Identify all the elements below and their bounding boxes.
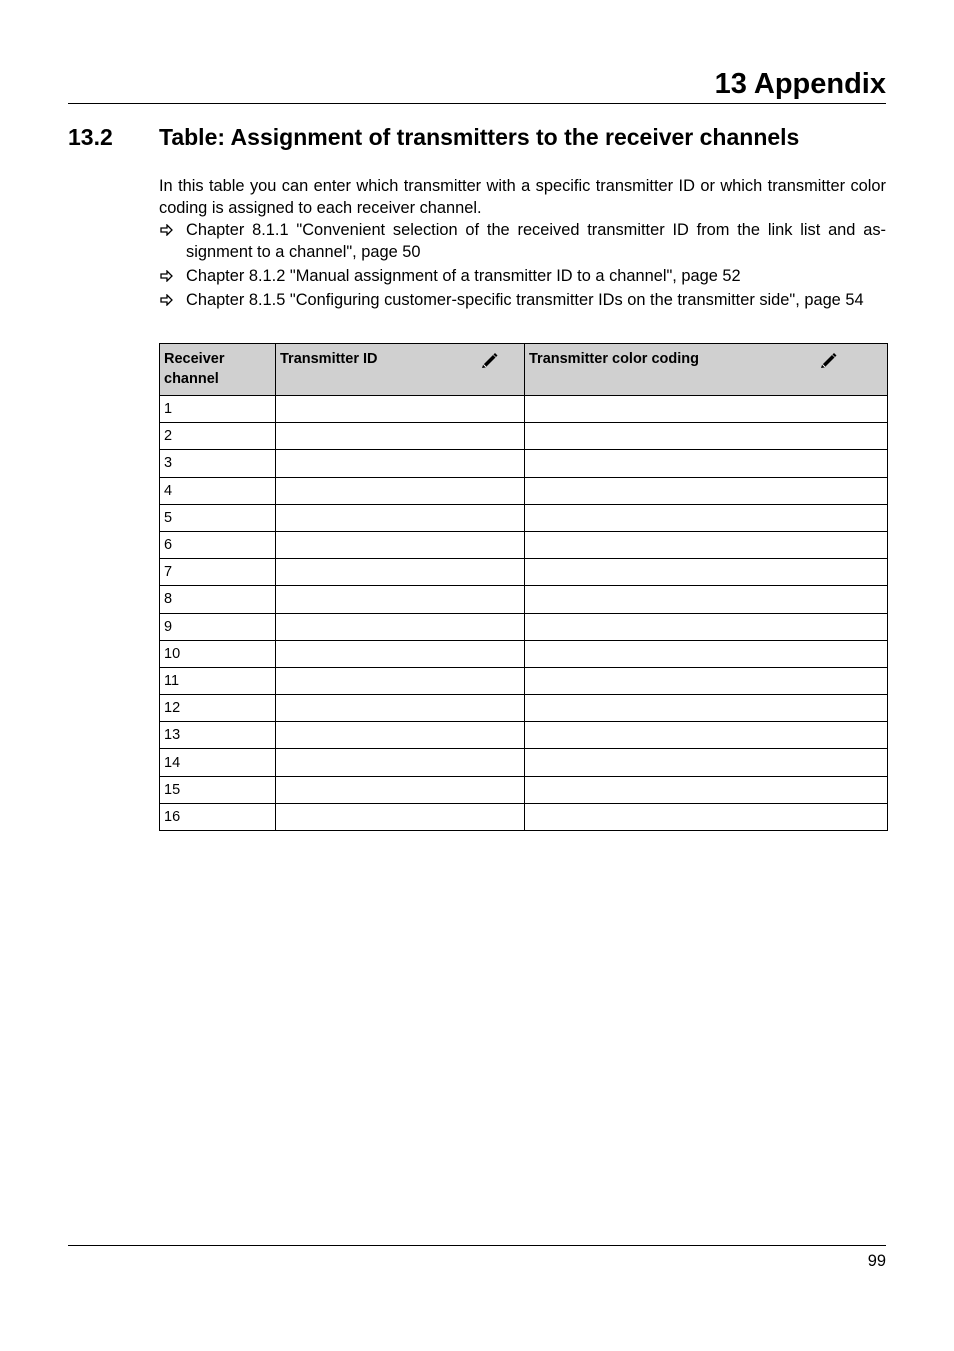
channel-cell: 9	[160, 613, 276, 640]
transmitter-color-cell[interactable]	[525, 640, 888, 667]
transmitter-id-cell[interactable]	[276, 504, 525, 531]
channel-cell: 11	[160, 667, 276, 694]
transmitter-id-cell[interactable]	[276, 477, 525, 504]
transmitter-id-cell[interactable]	[276, 722, 525, 749]
transmitter-color-cell[interactable]	[525, 531, 888, 558]
table-row	[160, 640, 888, 667]
transmitter-id-cell[interactable]	[276, 749, 525, 776]
table-row	[160, 586, 888, 613]
table-row	[160, 423, 888, 450]
page-number: 99	[867, 1252, 886, 1270]
pencil-icon	[819, 352, 837, 368]
reference-link[interactable]: Chapter 8.1.1 "Convenient selection of the received transmitter ID from the link list and as-signment to a channel", page 50	[186, 221, 886, 261]
transmitter-color-cell[interactable]	[525, 803, 888, 830]
header-transmitter-id	[276, 344, 525, 396]
transmitter-color-cell[interactable]	[525, 749, 888, 776]
arrow-right-icon	[159, 265, 175, 287]
table-row	[160, 559, 888, 586]
transmitter-color-cell[interactable]	[525, 776, 888, 803]
channel-cell: 10	[160, 640, 276, 667]
table-row	[160, 667, 888, 694]
reference-item	[159, 265, 886, 287]
reference-item	[159, 289, 886, 311]
table-row	[160, 776, 888, 803]
reference-link[interactable]: Chapter 8.1.2 "Manual assignment of a transmitter ID to a channel", page 52	[186, 267, 741, 285]
transmitter-color-cell[interactable]	[525, 613, 888, 640]
channel-cell: 4	[160, 477, 276, 504]
channel-cell: 13	[160, 722, 276, 749]
channel-cell: 5	[160, 504, 276, 531]
arrow-right-icon	[159, 289, 175, 311]
transmitter-id-cell[interactable]	[276, 803, 525, 830]
transmitter-color-cell[interactable]	[525, 586, 888, 613]
table-row	[160, 504, 888, 531]
transmitter-id-cell[interactable]	[276, 396, 525, 423]
table-row	[160, 450, 888, 477]
section-number: 13.2	[68, 124, 113, 150]
transmitter-color-cell[interactable]	[525, 504, 888, 531]
transmitter-color-cell[interactable]	[525, 450, 888, 477]
table-row	[160, 477, 888, 504]
section-heading	[68, 120, 886, 154]
reference-link[interactable]: Chapter 8.1.5 "Configuring customer-specific transmitter IDs on the transmitter side", page 54	[186, 291, 864, 309]
channel-cell: 12	[160, 695, 276, 722]
transmitter-id-cell[interactable]	[276, 450, 525, 477]
header-divider	[68, 103, 886, 104]
channel-cell: 8	[160, 586, 276, 613]
channel-cell: 1	[160, 396, 276, 423]
transmitter-id-cell[interactable]	[276, 531, 525, 558]
reference-item	[159, 219, 886, 263]
transmitter-id-cell[interactable]	[276, 613, 525, 640]
reference-list	[159, 219, 886, 313]
assignment-table	[159, 343, 888, 831]
header-transmitter-id-label: Transmitter ID	[280, 351, 378, 367]
channel-cell: 16	[160, 803, 276, 830]
table-header-row	[160, 344, 888, 396]
transmitter-id-cell[interactable]	[276, 695, 525, 722]
transmitter-id-cell[interactable]	[276, 640, 525, 667]
table-row	[160, 396, 888, 423]
transmitter-color-cell[interactable]	[525, 667, 888, 694]
channel-cell: 15	[160, 776, 276, 803]
header-transmitter-color	[525, 344, 888, 396]
channel-cell: 6	[160, 531, 276, 558]
chapter-title: 13 Appendix	[714, 68, 886, 100]
transmitter-id-cell[interactable]	[276, 423, 525, 450]
channel-cell: 2	[160, 423, 276, 450]
table-row	[160, 613, 888, 640]
table-row	[160, 531, 888, 558]
intro-paragraph: In this table you can enter which transmitter with a specific transmitter ID or which transmitter color coding is assigned to each receiver channel.	[159, 177, 886, 217]
footer-divider	[68, 1245, 886, 1246]
transmitter-id-cell[interactable]	[276, 559, 525, 586]
channel-cell: 3	[160, 450, 276, 477]
transmitter-id-cell[interactable]	[276, 586, 525, 613]
transmitter-color-cell[interactable]	[525, 559, 888, 586]
transmitter-id-cell[interactable]	[276, 776, 525, 803]
table-row	[160, 803, 888, 830]
channel-cell: 7	[160, 559, 276, 586]
pencil-icon	[480, 352, 498, 368]
table-row	[160, 695, 888, 722]
table-row	[160, 749, 888, 776]
transmitter-color-cell[interactable]	[525, 423, 888, 450]
transmitter-color-cell[interactable]	[525, 695, 888, 722]
channel-cell: 14	[160, 749, 276, 776]
arrow-right-icon	[159, 219, 175, 241]
transmitter-id-cell[interactable]	[276, 667, 525, 694]
header-receiver-channel: Receiver channel	[160, 344, 276, 396]
header-transmitter-color-label: Transmitter color coding	[529, 351, 699, 367]
section-title: Table: Assignment of transmitters to the receiver channels	[159, 124, 800, 150]
table-row	[160, 722, 888, 749]
transmitter-color-cell[interactable]	[525, 722, 888, 749]
transmitter-color-cell[interactable]	[525, 396, 888, 423]
transmitter-color-cell[interactable]	[525, 477, 888, 504]
